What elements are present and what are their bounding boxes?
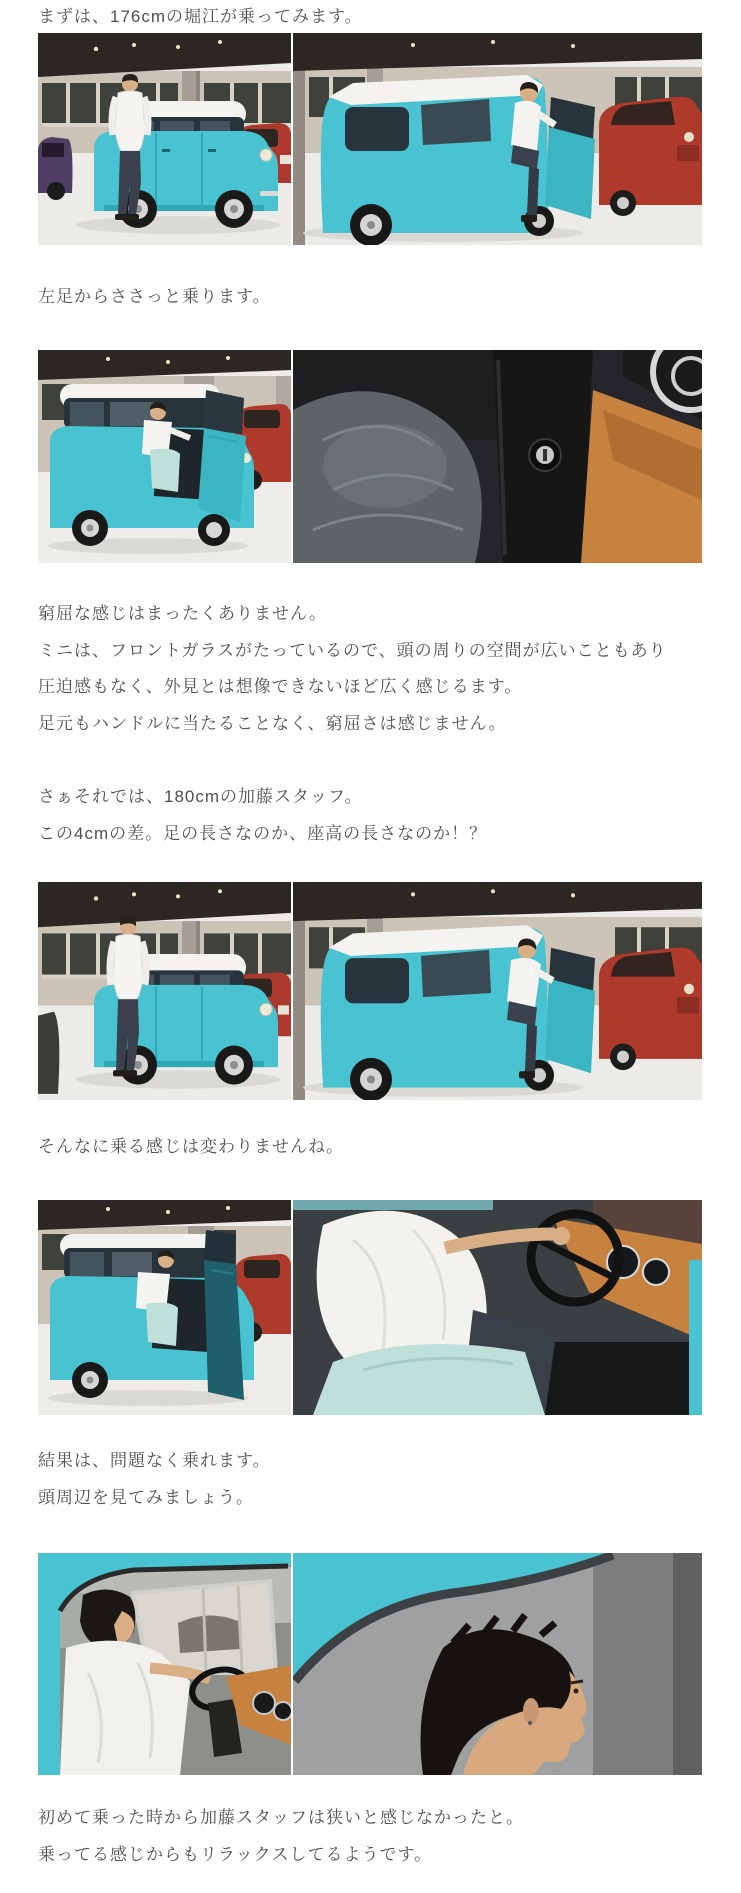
open-door [545, 948, 595, 1073]
photo-pair-4 [38, 1200, 702, 1415]
photo-pair-2 [38, 350, 702, 563]
photo-driving-position [38, 1553, 291, 1775]
paragraph-closing: 初めて乗った時から加藤スタッフは狭いと感じなかったと。 乗ってる感じからもリラックスしてるようです。 [38, 1808, 524, 1864]
photo-pair-3 [38, 882, 702, 1100]
paragraph-step: 左足からささっと乗ります。 [38, 287, 271, 306]
photo-legroom-closeup [293, 350, 702, 563]
photo-180cm-entering [293, 882, 702, 1100]
photo-pair-5 [38, 1553, 702, 1775]
paragraph-result: 結果は、問題なく乗れます。 頭周辺を見てみましょう。 [38, 1451, 271, 1507]
photo-seated-door-open [38, 350, 291, 563]
red-car [599, 97, 702, 216]
photo-pair-1 [38, 33, 702, 245]
photo-headroom-closeup [293, 1553, 702, 1775]
purple-car [38, 137, 73, 200]
paragraph-similar: そんなに乗る感じは変わりませんね。 [38, 1137, 344, 1156]
open-door [545, 97, 595, 219]
dash-column-ignition [493, 350, 593, 563]
paragraph-next-staff: さぁそれでは、180cmの加藤スタッフ。 この4cmの差。足の長さなのか、座高の長さなのか！？ [38, 787, 488, 843]
teal-mini-door-open [50, 384, 254, 546]
photo-176cm-entering [293, 33, 702, 245]
photo-180cm-standing [38, 882, 291, 1100]
photo-176cm-standing [38, 33, 291, 245]
paragraph-impression: 窮屈な感じはまったくありません。 ミニは、フロントガラスがたっているので、頭の周りの空間が広いこともあり 圧迫感もなく、外見とは想像できないほど広く感じるます。 足元もハンドルに当たることなく、窮屈さは感じません。 [38, 604, 667, 733]
photo-hands-on-wheel [293, 1200, 702, 1415]
red-car [599, 948, 702, 1071]
paragraph-intro: まずは、176cmの堀江が乗ってみます。 [38, 7, 363, 26]
dark-car-edge [38, 1012, 59, 1094]
teal-mini-door-wide-open [50, 1230, 254, 1400]
photo-180cm-seated-door-open [38, 1200, 291, 1415]
